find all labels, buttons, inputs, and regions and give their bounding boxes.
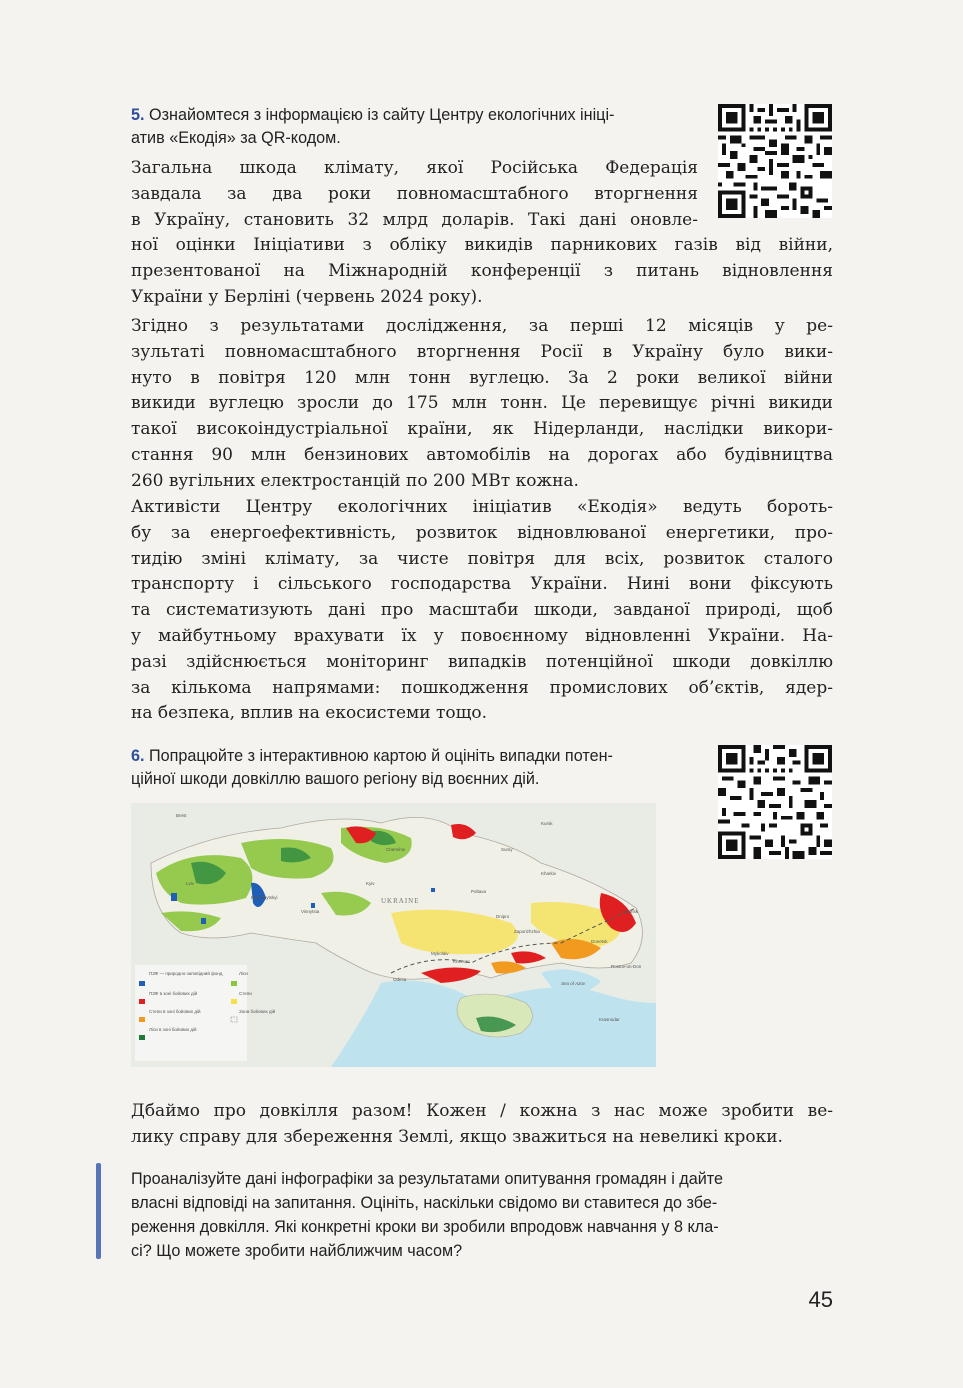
task-number: 5. [131,106,145,124]
text-line: Загальна шкода клімату, якої Російська Федерація [131,158,698,178]
map-city-label: Zaporizhzhia [514,929,540,934]
text-line: зультаті повномасштабного вторгнення Росії в Україну було вики- [131,341,833,362]
legend-label: Степи в зоні бойових дій [149,1009,201,1014]
text-line: власні відповіді на запитання. Оцініть, наскільки свідомо ви ставитеся до збе- [131,1194,718,1212]
paragraph-climate-damage [131,156,833,311]
ukraine-map-graphic [131,803,656,1067]
task-text-line: Ознайомтеся з інформацією із сайту Центру екологічних ініці- [149,106,615,124]
text-line: разі здійснюється моніторинг випадків потенційної шкоди довкіллю [131,651,833,672]
text-line: бу за енергоефективність, розвиток відновлюваної енергетики, про- [131,522,833,543]
text-line: Дбаймо про довкілля разом! Кожен / кожна з нас може зробити ве- [131,1101,833,1121]
callout-accent-bar [96,1163,101,1259]
map-city-label: Kyiv [366,881,375,886]
text-line: Активісти Центру екологічних ініціатив «Екодія» ведуть бороть- [131,497,833,517]
map-city-label: Poltava [471,889,487,894]
legend-swatch [139,999,145,1004]
text-line: лику справу для збереження Землі, якщо зважиться на невеликі кроки. [131,1126,783,1147]
page-number: 45 [808,1287,833,1312]
map-city-label: Krasnodar [599,1017,620,1022]
text-line: та систематизують дані про масштаби шкоди, завданої природі, щоб [131,600,833,621]
environmental-damage-map[interactable] [131,803,656,1067]
text-line: викиди вуглецю зросли до 175 млн тонн. Це перевищує річні викиди [131,393,833,414]
qr-code-interactive-map[interactable] [718,745,832,859]
task-6 [131,745,613,791]
task-text-line: Попрацюйте з інтерактивною картою й оцініть випадки потен- [149,747,613,765]
legend-label: Степи [239,991,252,996]
task-5 [131,104,614,150]
map-sea-label: Sea of Azov [561,981,586,986]
text-line: нуто в повітря 120 млн тонн вуглецю. За 2 роки великої війни [131,367,833,388]
text-line: такої високоіндустріальної країни, як Нідерланди, наслідки викори- [131,419,833,440]
legend-label: ПЗФ в зоні бойових дій [149,991,198,996]
task-text-line: ційної шкоди довкіллю вашого регіону від воєнних дій. [131,770,540,788]
paragraph-closing [131,1099,833,1151]
text-line: за кількома напрямами: пошкодження промислових об’єктів, ядер- [131,677,833,698]
callout-question [131,1167,833,1263]
map-city-label: Sumy [501,847,513,852]
map-city-label: Kursk [541,821,553,826]
map-city-label: Dnipro [496,914,510,919]
map-city-label: Lviv [186,881,195,886]
text-line: транспорту і сільського господарства України. Нині вони фіксують [131,574,833,595]
map-city-label: Odesa [393,977,407,982]
text-line: тидію зміні клімату, за чисте повітря для всіх, розвиток сталого [131,548,833,569]
text-line: презентованої на Міжнародній конференції з питань відновлення [131,261,833,282]
paragraph-emissions [131,314,833,495]
map-city-label: Kharkiv [541,871,557,876]
text-line: у майбутньому врахувати їх у повоєнному відновленні України. На- [131,625,833,646]
text-line: завдала за два роки повномасштабного вторгнення [131,183,698,204]
text-line: на безпека, вплив на екосистеми тощо. [131,703,488,724]
map-city-label: Chernihiv [386,847,406,852]
legend-label: Ліси в зоні бойових дій [149,1027,197,1032]
text-line: ної оцінки Ініціативи з обліку викидів парникових газів від війни, [131,235,833,256]
legend-swatch [139,1017,145,1022]
task-number: 6. [131,747,145,765]
text-line: Проаналізуйте дані інфографіки за результатами опитування громадян і дайте [131,1170,724,1188]
map-city-label: Brest [176,813,187,818]
text-line: України у Берліні (червень 2024 року). [131,286,483,307]
legend-swatch [231,981,237,986]
text-line: сі? Що можете зробити найближчим часом? [131,1242,463,1260]
map-country-label: UKRAINE [381,897,420,905]
text-line: Згідно з результатами дослідження, за перші 12 місяців у ре- [131,316,833,336]
map-city-label: Donetsk [591,939,608,944]
text-line: стання 90 млн бензинових автомобілів на дорогах або будівництва [131,444,833,465]
text-line: в Україну, становить 32 млрд доларів. Такі дані оновле- [131,209,698,230]
paragraph-ecodia-activists [131,495,833,727]
map-city-label: Vinnytsia [301,909,320,914]
legend-swatch [139,981,145,986]
legend-label: Ліси [239,971,248,976]
text-line: реження довкілля. Які конкретні кроки ви зробили впродовж навчання у 8 кла- [131,1218,719,1236]
map-city-label: Mykolaiv [431,951,449,956]
legend-swatch [139,1035,145,1040]
map-city-label: Luhansk [621,909,639,914]
map-city-label: Rostov-on-Don [611,964,642,969]
map-city-label: Kherson [453,959,470,964]
legend-swatch [231,999,237,1004]
legend-label: ПЗФ — природно-заповідний фонд [149,971,223,976]
text-line: 260 вугільних електростанцій по 200 МВт кожна. [131,470,579,491]
map-city-label: Khmelnytskyi [251,895,278,900]
legend-label: Зона бойових дій [239,1009,276,1014]
task-text-line: атив «Екодія» за QR-кодом. [131,129,341,147]
